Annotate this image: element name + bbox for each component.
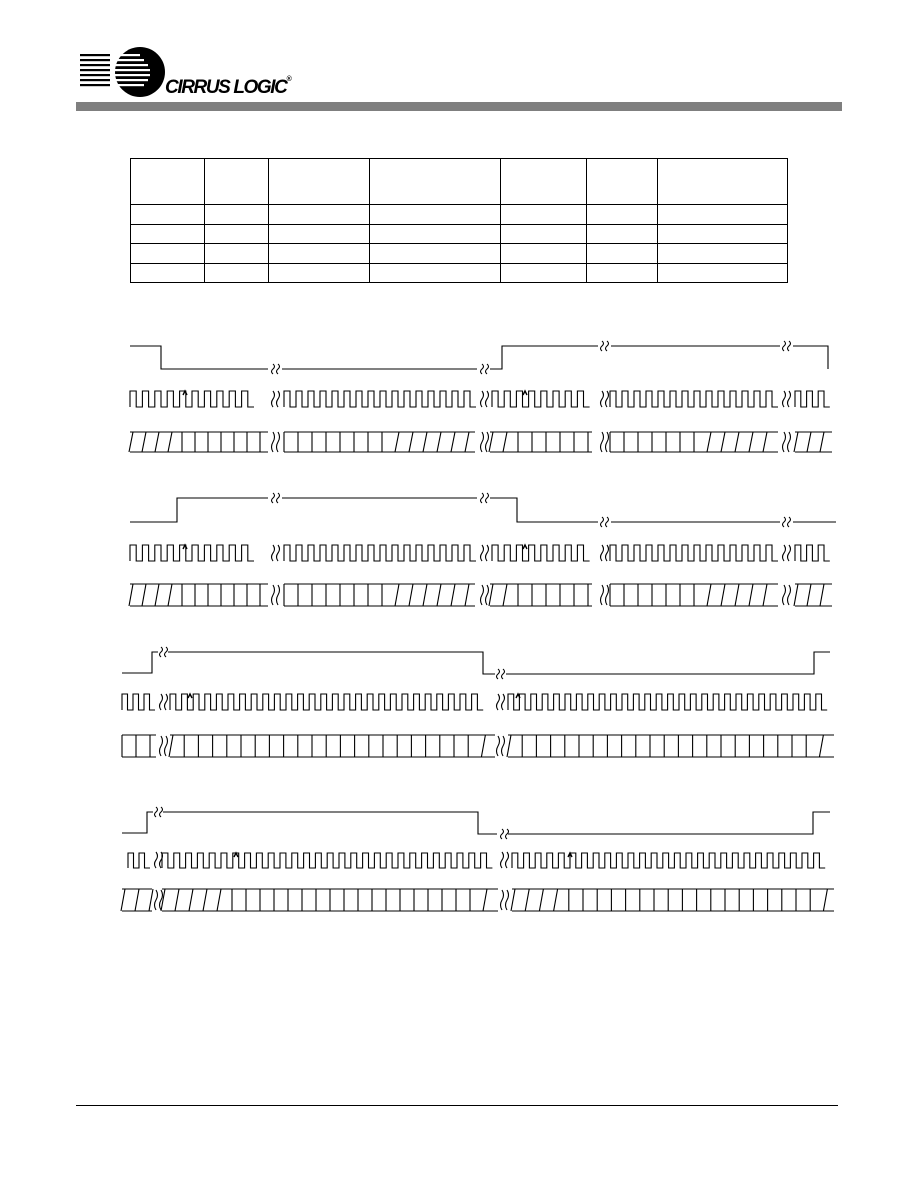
data-bus-lines: [170, 735, 495, 757]
data-slot-slash: [168, 432, 172, 452]
clock-edge-arrow-icon: [523, 391, 527, 395]
data-slot-slash: [168, 584, 172, 606]
data-slot-slash: [749, 432, 753, 452]
clock-waveform: [284, 545, 476, 561]
break-mark: [601, 585, 609, 605]
data-slot-slash: [707, 584, 711, 606]
data-slot-slash: [507, 735, 511, 757]
data-slot-slash: [707, 432, 711, 452]
clock-waveform: [492, 391, 590, 407]
data-slot-slash: [503, 432, 507, 452]
data-slot-slash: [749, 584, 753, 606]
data-slot-slash: [149, 889, 153, 911]
data-slot-slash: [511, 889, 515, 911]
clock-edge-arrow-icon: [183, 545, 187, 549]
break-mark: [272, 493, 280, 503]
data-slot-slash: [175, 889, 179, 911]
clock-edge-arrow-icon: [188, 694, 192, 698]
data-slot-slash: [169, 735, 173, 757]
break-mark: [601, 517, 609, 527]
data-slot-slash: [794, 432, 798, 452]
frame-signal: [130, 498, 836, 522]
data-slot-slash: [807, 432, 811, 452]
break-mark: [481, 493, 489, 503]
data-slot-slash: [129, 584, 133, 606]
break-mark: [783, 517, 791, 527]
break-mark: [481, 432, 489, 452]
break-mark: [481, 585, 489, 605]
clock-edge-arrow-icon: [523, 545, 527, 549]
data-slot-slash: [820, 432, 824, 452]
clock-waveform: [122, 694, 155, 710]
clock-waveform: [512, 853, 825, 868]
clock-waveform: [162, 853, 492, 868]
data-slot-slash: [142, 584, 146, 606]
data-slot-slash: [451, 432, 455, 452]
break-mark: [272, 364, 280, 374]
data-slot-slash: [735, 432, 739, 452]
data-slot-slash: [819, 735, 823, 757]
data-slot-slash: [409, 584, 413, 606]
data-slot-slash: [763, 584, 767, 606]
break-mark: [272, 391, 280, 407]
data-slot-slash: [189, 889, 193, 911]
data-slot-slash: [481, 735, 485, 757]
break-mark: [272, 432, 280, 452]
break-mark: [601, 432, 609, 452]
break-mark: [272, 585, 280, 605]
data-slot-slash: [395, 584, 399, 606]
logo-wordmark: CIRRUS LOGIC®: [165, 75, 292, 98]
data-slot-slash: [423, 584, 427, 606]
frame-signal: [130, 346, 828, 369]
break-mark: [481, 391, 489, 407]
data-slot-slash: [155, 432, 159, 452]
break-mark: [783, 545, 791, 561]
data-slot-slash: [483, 889, 487, 911]
data-slot-slash: [489, 432, 493, 452]
clock-waveform: [128, 853, 150, 868]
clock-edge-arrow-icon: [234, 853, 238, 857]
break-mark: [155, 807, 163, 817]
frame-signal: [122, 652, 830, 674]
data-bus-lines: [795, 432, 832, 452]
break-mark: [783, 341, 791, 351]
break-mark: [155, 852, 163, 868]
clock-edge-arrow-icon: [183, 391, 187, 395]
data-bus-lines: [508, 735, 834, 757]
footer-rule: [76, 1105, 838, 1106]
break-mark: [272, 545, 280, 561]
break-mark: [601, 391, 609, 407]
data-slot-slash: [451, 584, 455, 606]
clock-waveform: [795, 391, 830, 407]
data-slot-slash: [721, 584, 725, 606]
data-slot-slash: [539, 889, 543, 911]
break-mark: [497, 669, 505, 679]
break-mark: [160, 736, 168, 756]
data-slot-slash: [423, 432, 427, 452]
clock-waveform: [170, 694, 483, 710]
data-slot-slash: [503, 584, 507, 606]
clock-waveform: [130, 391, 254, 407]
data-slot-slash: [437, 584, 441, 606]
break-mark: [601, 341, 609, 351]
break-mark: [160, 694, 168, 710]
break-mark: [501, 829, 509, 839]
data-slot-slash: [437, 432, 441, 452]
data-bus-lines: [512, 889, 834, 911]
data-slot-slash: [129, 432, 133, 452]
data-bus-lines: [795, 584, 832, 606]
frame-signal: [122, 812, 830, 834]
clock-waveform: [610, 545, 778, 561]
break-mark: [497, 736, 505, 756]
data-slot-slash: [121, 889, 125, 911]
data-slot-slash: [465, 584, 469, 606]
break-mark: [501, 890, 509, 910]
break-mark: [783, 391, 791, 407]
data-slot-slash: [721, 432, 725, 452]
clock-waveform: [130, 545, 254, 561]
data-slot-slash: [807, 584, 811, 606]
break-mark: [783, 432, 791, 452]
clock-waveform: [284, 391, 476, 407]
clock-waveform: [610, 391, 778, 407]
data-bus-lines: [284, 584, 475, 606]
data-slot-slash: [217, 889, 221, 911]
data-slot-slash: [395, 432, 399, 452]
clock-waveform: [492, 545, 590, 561]
data-slot-slash: [820, 584, 824, 606]
break-mark: [501, 852, 509, 868]
data-slot-slash: [823, 889, 827, 911]
data-slot-slash: [735, 584, 739, 606]
clock-waveform: [795, 545, 830, 561]
data-slot-slash: [465, 432, 469, 452]
data-slot-slash: [763, 432, 767, 452]
data-bus-lines: [122, 735, 156, 757]
break-mark: [783, 585, 791, 605]
break-mark: [601, 545, 609, 561]
data-slot-slash: [142, 432, 146, 452]
data-slot-slash: [489, 584, 493, 606]
data-slot-slash: [794, 584, 798, 606]
break-mark: [481, 364, 489, 374]
data-bus-lines: [284, 432, 475, 452]
clock-waveform: [508, 694, 827, 710]
break-mark: [160, 647, 168, 657]
data-slot-slash: [203, 889, 207, 911]
data-slot-slash: [525, 889, 529, 911]
data-slot-slash: [155, 584, 159, 606]
break-mark: [481, 545, 489, 561]
break-mark: [497, 694, 505, 710]
data-slot-slash: [135, 889, 139, 911]
data-slot-slash: [409, 432, 413, 452]
data-slot-slash: [554, 889, 558, 911]
